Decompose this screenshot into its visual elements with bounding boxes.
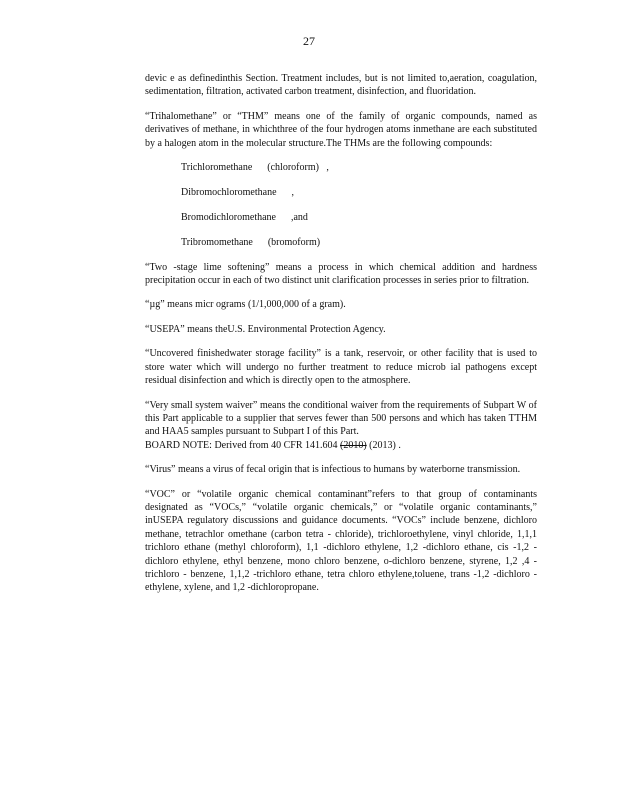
list-item: Tribromomethane (bromoform) [181, 236, 321, 248]
paragraph-voc: “VOC” or “volatile organic chemical contaminant”refers to that group of contaminants designated as “VOCs,” “volatile organic chemicals,” or “volatile organic contaminants,” inUSEPA regulatory discussions and guidance documents. “VOCs” include benzene, dichloro methane, tetrachlor omethane (carbon tetra - chloride), trichloroethylene, vinyl chloride, 1,1,1 trichloro ethane (methyl chloroform), 1,1 -dichloro ethylene, 1,2 -dichloro ethane, cis -1,2 -dichloro ethylene, ethyl benzene, mono chloro benzene, o-dichloro benzene, styrene, 1,2 ,4 -trichloro - benzene, 1,1,2 -trichloro ethane, tetra chloro ethylene,toluene, trans -1,2 -dichloro - ethylene, xylene, and 1,2 -dichloropropane. [145, 488, 537, 594]
board-note-prefix: BOARD NOTE: Derived from 40 CFR 141.604 [145, 439, 340, 451]
paragraph-very-small-system-waiver: “Very small system waiver” means the conditional waiver from the requirements of Subpart W of this Part applicable to a supplier that serves fewer than 500 persons and which has taken TTHM and HAA5 samples pursuant to Subpart I of this Part. [145, 399, 537, 438]
paragraph-trihalomethane: “Trihalomethane” or “THM” means one of the family of organic compounds, named as derivatives of methane, in whichthree of the four hydrogen atoms inmethane are each substituted by a halogen atom in the molecular structure.The THMs are the following compounds: [145, 110, 537, 149]
thm-compound-list [181, 161, 537, 249]
list-item: Dibromochloromethane , [181, 186, 295, 198]
list-item: Trichloromethane (chloroform) , [181, 162, 329, 174]
paragraph-uncovered-storage: “Uncovered finishedwater storage facility” is a tank, reservoir, or other facility that is used to store water which will undergo no further treatment to reduce microb ial pathogens except residual disinfection and which is directly open to the atmosphere. [145, 348, 537, 387]
document-body [145, 72, 537, 606]
board-note-struck-year: (2010) [340, 439, 367, 451]
paragraph-virus: “Virus” means a virus of fecal origin that is infectious to humans by waterborne transmission. [145, 464, 521, 476]
paragraph-micrograms: “µg” means micr ograms (1/1,000,000 of a gram). [145, 299, 346, 311]
paragraph-usepa: “USEPA” means theU.S. Environmental Protection Agency. [145, 323, 386, 335]
page-number: 27 [303, 34, 315, 48]
paragraph-treatment-definition: devic e as definedinthis Section. Treatment includes, but is not limited to,aeration, coagulation, sedimentation, filtration, activated carbon treatment, disinfection, and fluoridation. [145, 73, 537, 98]
board-note [145, 439, 537, 452]
paragraph-two-stage-lime-softening: “Two -stage lime softening” means a process in which chemical addition and hardness precipitation occur in each of two distinct unit clarification processes in series prior to filtration. [145, 261, 537, 287]
board-note-suffix: (2013) . [366, 439, 401, 451]
list-item: Bromodichloromethane ,and [181, 211, 308, 223]
